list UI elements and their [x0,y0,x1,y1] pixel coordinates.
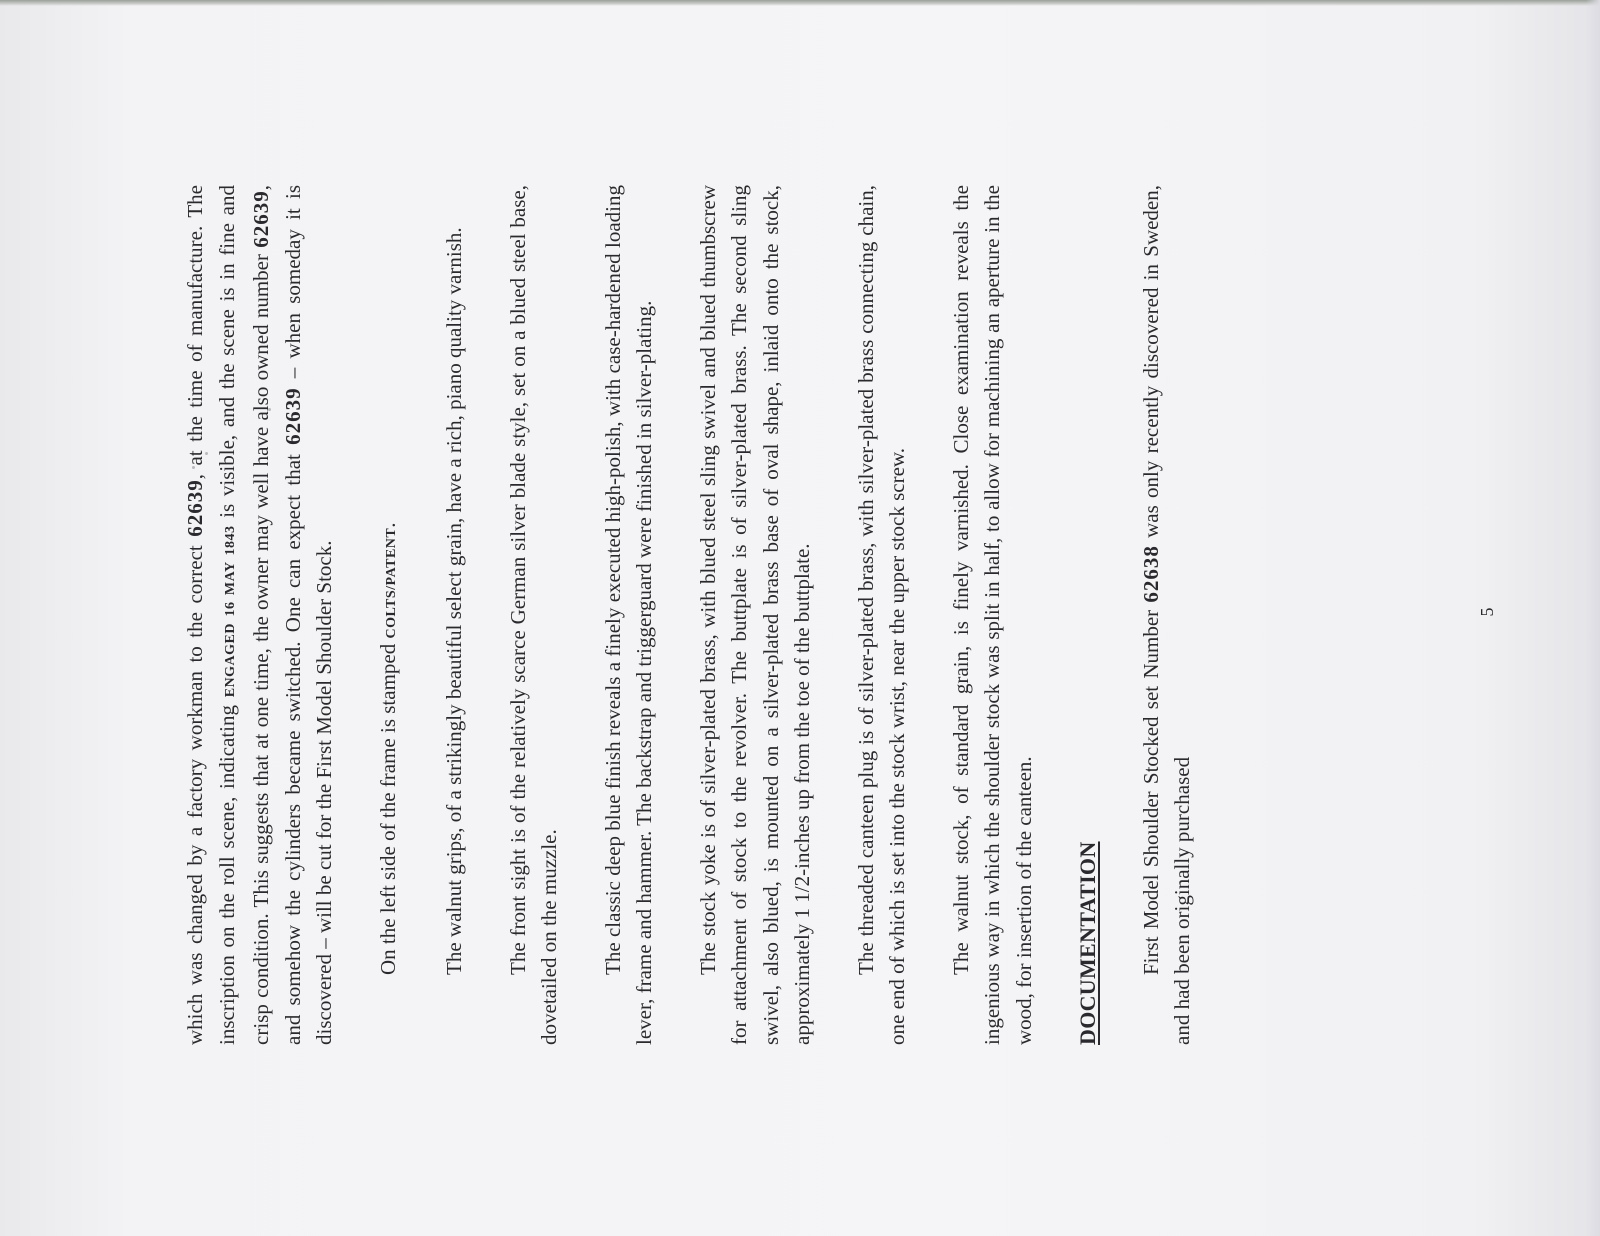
scan-top-edge [0,0,1600,6]
paragraph-gap [661,185,693,1045]
page-number: 5 [1477,607,1497,617]
paragraph-grips: The walnut grips, of a strikingly beautiful select grain, have a rich, piano quality varnish. [442,227,466,975]
serial-number: 62638 [1138,545,1163,603]
serial-number: 62639 [183,479,207,537]
paragraph-finish: The classic deep blue finish reveals a finely executed high-polish, with case-hardened loading lever, frame and hammer. The backstrap and triggerguard were finished in silver-plating. [600,185,656,1045]
paragraph-gap [471,185,503,1045]
scan-right-edge [1586,0,1600,1236]
paragraph-serial-history [180,185,341,1045]
paragraph-gap [407,185,439,1045]
text-run: On the left side of the frame is stamped [375,638,400,975]
paragraph-documentation [1136,185,1199,1045]
section-heading-documentation: DOCUMENTATION [1075,841,1100,1045]
frame-stamp: COLTS/PATENT [383,527,399,639]
text-run: – when someday it is discovered – will be cut for the First Model Shoulder Stock. [280,185,336,1045]
paragraph-stock-yoke: The stock yoke is of silver-plated brass, with blued steel sling swivel and blued thumbscrew for attachment of stock to the revolver. The buttplate is of silver-plated brass. The second sling swivel, also blued, is mounted on a silver-plated brass base of oval shape, inlaid onto the stock, approximately 1 1/2-inches up from the toe of the buttplate. [695,185,814,1045]
text-run: is visible, and the scene is in fine and crisp condition. This suggests that at one time, the owner may well have also owned number [214,185,273,1045]
text-run: , and somehow the cylinders became switched. One can expect that [249,185,305,1045]
serial-number: 62639 [280,387,305,445]
paragraph-gap [1104,185,1136,1045]
text-run: , at the time of manufacture. The inscription on the roll scene, indicating [183,185,239,1045]
engraved-inscription: ENGAGED 16 MAY 1843 [222,525,238,698]
paragraph-canteen-plug: The threaded canteen plug is of silver-plated brass, with silver-plated brass connecting chain, one end of which is set into the stock wrist, near the upper stock screw. [853,185,909,1045]
paragraph-gap [341,185,373,1045]
paragraph-front-sight: The front sight is of the relatively scarce German silver blade style, set on a blued steel base, dovetailed on the muzzle. [505,185,561,1045]
paragraph-gap [914,185,946,1045]
paragraph-gap [566,185,598,1045]
paragraph-gap [819,185,851,1045]
rotated-text-block [180,185,1520,1045]
paragraph-walnut-stock: The walnut stock, of standard grain, is finely varnished. Close examination reveals the ingenious way in which the shoulder stock was split in half, to allow for machining an aperture in the wood, for insertion of the canteen. [948,185,1036,1045]
paragraph-frame-stamp [373,185,408,1045]
serial-number: 62639 [249,190,273,248]
text-run: was only recently discovered in Sweden, and had been originally purchased [1138,185,1194,1045]
paragraph-gap [1040,185,1072,1045]
text-run: First Model Shoulder Stocked set Number [1138,602,1163,975]
document-body [180,185,1520,1045]
text-run: . [375,522,400,528]
text-run: which was changed by a factory workman to the correct [183,536,207,1045]
